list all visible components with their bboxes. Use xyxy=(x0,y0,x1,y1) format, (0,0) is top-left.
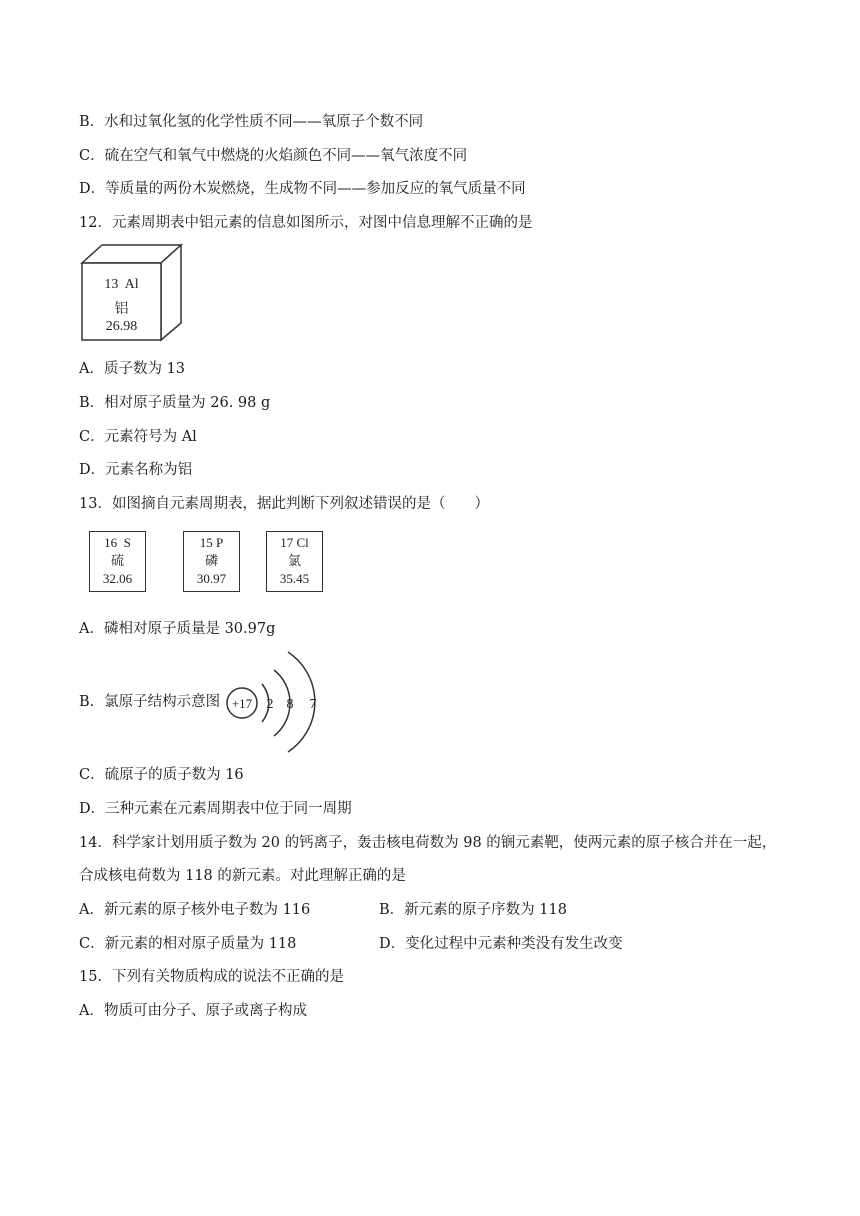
q11-option-c: C．硫在空气和氧气中燃烧的火焰颜色不同——氧气浓度不同 xyxy=(79,148,468,164)
q11-option-b: B．水和过氧化氢的化学性质不同——氧原子个数不同 xyxy=(79,114,424,130)
shell-electrons-1: 2 xyxy=(266,697,274,712)
q12-option-b: B．相对原子质量为 26. 98 g xyxy=(79,395,271,411)
shell-electrons-3: 7 xyxy=(309,697,317,712)
s-atomic-mass: 32.06 xyxy=(102,571,133,586)
q14-stem-line1: 14．科学家计划用质子数为 20 的钙离子，轰击核电荷数为 98 的锎元素靶，使两元素的原子核合并在一起， xyxy=(79,835,777,851)
q14-option-b: B．新元素的原子序数为 118 xyxy=(379,902,567,918)
q15-option-a: A．物质可由分子、原子或离子构成 xyxy=(79,1003,307,1019)
shell-electrons-2: 8 xyxy=(286,697,294,712)
s-atomic-number: 16 xyxy=(104,535,118,550)
phosphorus-element-cell xyxy=(183,531,240,592)
p-atomic-mass: 30.97 xyxy=(196,571,227,586)
s-symbol: S xyxy=(123,535,131,550)
q12-option-c: C．元素符号为 Al xyxy=(79,429,197,445)
sulfur-element-cell xyxy=(89,531,146,592)
q13-stem: 13．如图摘自元素周期表，据此判断下列叙述错误的是（ ） xyxy=(79,496,489,512)
q11-option-d: D．等质量的两份木炭燃烧，生成物不同——参加反应的氧气质量不同 xyxy=(79,181,526,197)
chlorine-atom-structure-diagram xyxy=(222,648,332,756)
q13-option-c: C．硫原子的质子数为 16 xyxy=(79,767,244,783)
cl-atomic-number: 17 xyxy=(280,535,294,550)
cl-name: 氯 xyxy=(287,553,301,568)
aluminum-element-cube xyxy=(79,243,185,343)
q14-option-c: C．新元素的相对原子质量为 118 xyxy=(79,936,297,952)
s-name: 硫 xyxy=(110,553,124,568)
al-atomic-mass: 26.98 xyxy=(105,319,138,334)
q13-option-d: D．三种元素在元素周期表中位于同一周期 xyxy=(79,801,352,817)
al-atomic-number: 13 xyxy=(104,277,119,292)
cl-symbol: Cl xyxy=(296,535,309,550)
q12-option-a: A．质子数为 13 xyxy=(79,361,186,377)
q12-stem: 12．元素周期表中铝元素的信息如图所示，对图中信息理解不正确的是 xyxy=(79,215,533,231)
q14-option-d: D．变化过程中元素种类没有发生改变 xyxy=(379,936,623,952)
q14-option-a: A．新元素的原子核外电子数为 116 xyxy=(79,902,311,918)
q14-stem-line2: 合成核电荷数为 118 的新元素。对此理解正确的是 xyxy=(79,868,406,884)
q15-stem: 15．下列有关物质构成的说法不正确的是 xyxy=(79,969,344,985)
q12-option-d: D．元素名称为铝 xyxy=(79,462,193,478)
p-symbol: P xyxy=(216,535,224,550)
p-atomic-number: 15 xyxy=(199,535,213,550)
q13-option-b: B．氯原子结构示意图 xyxy=(79,694,221,710)
q13-option-a: A．磷相对原子质量是 30.97g xyxy=(79,621,276,637)
p-name: 磷 xyxy=(204,553,218,568)
nucleus-charge: +17 xyxy=(231,696,253,711)
al-name: 铝 xyxy=(114,302,129,317)
chlorine-element-cell xyxy=(266,531,323,592)
al-symbol: Al xyxy=(124,277,139,292)
cl-atomic-mass: 35.45 xyxy=(279,571,310,586)
